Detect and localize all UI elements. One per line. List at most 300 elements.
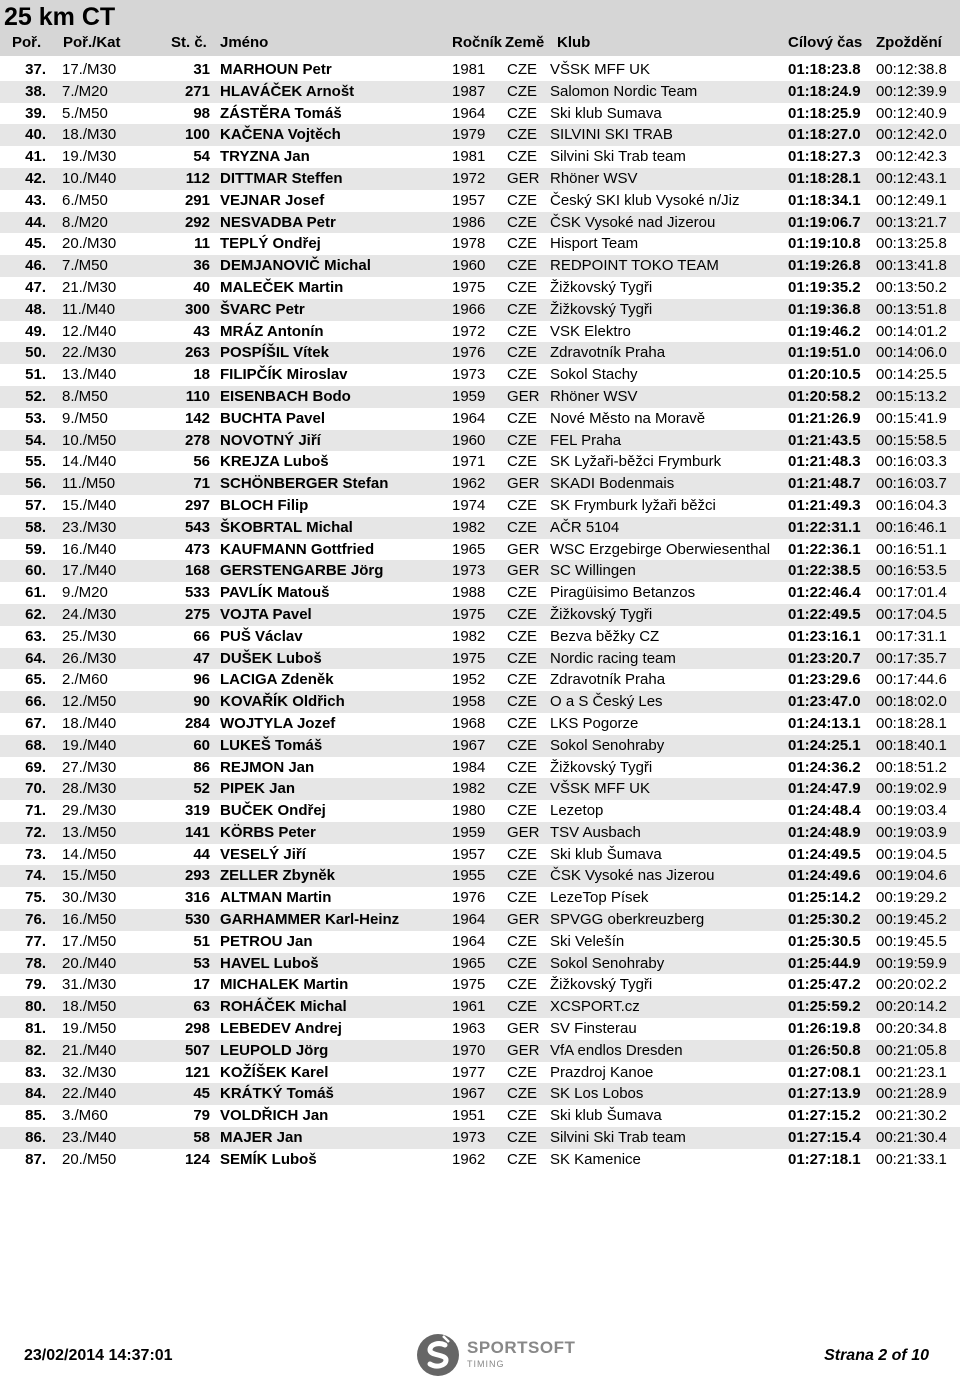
cell-finish-time: 01:25:30.2 xyxy=(788,911,861,929)
cell-year: 1957 xyxy=(452,191,486,209)
cell-bib: 271 xyxy=(184,82,210,100)
logo-subtext: TIMING xyxy=(467,1359,505,1369)
cell-club: Nové Město na Moravě xyxy=(550,409,706,427)
cell-bib: 60 xyxy=(193,736,210,754)
cell-finish-time: 01:27:15.2 xyxy=(788,1107,861,1125)
cell-bib: 36 xyxy=(193,257,210,275)
cell-rank: 66. xyxy=(25,693,46,711)
cell-gap: 00:12:49.1 xyxy=(876,191,947,209)
cell-finish-time: 01:21:48.3 xyxy=(788,453,861,471)
cell-club: Zdravotník Praha xyxy=(550,344,666,362)
cell-finish-time: 01:24:48.4 xyxy=(788,802,861,820)
cell-finish-time: 01:19:26.8 xyxy=(788,257,861,275)
cell-nation: CZE xyxy=(507,409,537,427)
cell-nation: CZE xyxy=(507,1085,537,1103)
cell-category-rank: 29./M30 xyxy=(62,802,117,820)
cell-finish-time: 01:23:29.6 xyxy=(788,671,861,689)
cell-nation: CZE xyxy=(507,322,537,340)
cell-category-rank: 32./M30 xyxy=(62,1063,117,1081)
table-row xyxy=(0,408,960,430)
cell-gap: 00:21:30.2 xyxy=(876,1107,947,1125)
cell-bib: 63 xyxy=(193,998,210,1016)
cell-bib: 316 xyxy=(184,889,210,907)
cell-category-rank: 27./M30 xyxy=(62,758,117,776)
cell-nation: CZE xyxy=(507,932,537,950)
cell-rank: 39. xyxy=(25,104,46,122)
cell-bib: 291 xyxy=(184,191,210,209)
cell-year: 1976 xyxy=(452,889,486,907)
cell-bib: 45 xyxy=(193,1085,210,1103)
cell-nation: CZE xyxy=(507,845,537,863)
cell-category-rank: 5./M50 xyxy=(62,104,108,122)
cell-name: VEJNAR Josef xyxy=(220,191,325,209)
cell-club: Prazdroj Kanoe xyxy=(550,1063,654,1081)
cell-nation: CZE xyxy=(507,344,537,362)
cell-club: ČSK Vysoké nad Jizerou xyxy=(550,213,716,231)
cell-category-rank: 14./M40 xyxy=(62,453,117,471)
header-rank: Poř. xyxy=(12,34,42,51)
cell-club: SK Kamenice xyxy=(550,1150,641,1168)
cell-name: PUŠ Václav xyxy=(220,627,303,645)
cell-rank: 60. xyxy=(25,562,46,580)
cell-club: Nordic racing team xyxy=(550,649,676,667)
cell-gap: 00:16:03.3 xyxy=(876,453,947,471)
cell-club: FEL Praha xyxy=(550,431,622,449)
cell-rank: 70. xyxy=(25,780,46,798)
cell-nation: CZE xyxy=(507,235,537,253)
cell-bib: 86 xyxy=(193,758,210,776)
cell-gap: 00:17:01.4 xyxy=(876,584,947,602)
cell-category-rank: 19./M30 xyxy=(62,148,117,166)
cell-rank: 74. xyxy=(25,867,46,885)
cell-rank: 64. xyxy=(25,649,46,667)
cell-year: 1958 xyxy=(452,693,486,711)
cell-category-rank: 8./M20 xyxy=(62,213,108,231)
cell-finish-time: 01:21:26.9 xyxy=(788,409,861,427)
table-row xyxy=(0,887,960,909)
cell-club: Český SKI klub Vysoké n/Jiz xyxy=(550,191,740,209)
cell-year: 1970 xyxy=(452,1041,486,1059)
cell-finish-time: 01:27:13.9 xyxy=(788,1085,861,1103)
cell-club: XCSPORT.cz xyxy=(550,998,640,1016)
cell-gap: 00:19:45.2 xyxy=(876,911,947,929)
cell-bib: 121 xyxy=(184,1063,210,1081)
cell-finish-time: 01:21:48.7 xyxy=(788,475,861,493)
cell-gap: 00:21:05.8 xyxy=(876,1041,947,1059)
cell-category-rank: 7./M50 xyxy=(62,257,108,275)
cell-name: BUCHTA Pavel xyxy=(220,409,326,427)
cell-finish-time: 01:24:36.2 xyxy=(788,758,861,776)
cell-nation: CZE xyxy=(507,584,537,602)
cell-finish-time: 01:22:38.5 xyxy=(788,562,861,580)
cell-nation: CZE xyxy=(507,605,537,623)
cell-rank: 77. xyxy=(25,932,46,950)
cell-rank: 84. xyxy=(25,1085,46,1103)
table-row xyxy=(0,582,960,604)
cell-finish-time: 01:25:44.9 xyxy=(788,954,861,972)
cell-rank: 81. xyxy=(25,1020,46,1038)
cell-rank: 42. xyxy=(25,169,46,187)
cell-gap: 00:18:28.1 xyxy=(876,714,947,732)
cell-name: HLAVÁČEK Arnošt xyxy=(220,82,355,100)
cell-category-rank: 23./M40 xyxy=(62,1129,117,1147)
table-row xyxy=(0,299,960,321)
cell-category-rank: 28./M30 xyxy=(62,780,117,798)
cell-rank: 65. xyxy=(25,671,46,689)
cell-nation: CZE xyxy=(507,104,537,122)
cell-bib: 58 xyxy=(193,1129,210,1147)
cell-year: 1982 xyxy=(452,518,486,536)
cell-category-rank: 19./M40 xyxy=(62,736,117,754)
cell-finish-time: 01:20:10.5 xyxy=(788,366,861,384)
cell-nation: CZE xyxy=(507,278,537,296)
cell-name: ZELLER Zbyněk xyxy=(220,867,336,885)
cell-finish-time: 01:21:43.5 xyxy=(788,431,861,449)
cell-rank: 44. xyxy=(25,213,46,231)
cell-name: HAVEL Luboš xyxy=(220,954,319,972)
sportsoft-logo xyxy=(415,1332,576,1378)
cell-category-rank: 18./M40 xyxy=(62,714,117,732)
cell-year: 1973 xyxy=(452,562,486,580)
cell-category-rank: 15./M40 xyxy=(62,496,117,514)
cell-name: ROHÁČEK Michal xyxy=(220,998,347,1016)
cell-finish-time: 01:21:49.3 xyxy=(788,496,861,514)
cell-finish-time: 01:25:30.5 xyxy=(788,932,861,950)
table-row xyxy=(0,342,960,364)
cell-club: Ski klub Šumava xyxy=(550,845,662,863)
cell-name: POSPÍŠIL Vítek xyxy=(220,344,329,362)
cell-gap: 00:16:46.1 xyxy=(876,518,947,536)
cell-bib: 43 xyxy=(193,322,210,340)
table-row xyxy=(0,713,960,735)
cell-club: Silvini Ski Trab team xyxy=(550,1129,686,1147)
cell-category-rank: 7./M20 xyxy=(62,82,108,100)
cell-nation: CZE xyxy=(507,1129,537,1147)
cell-category-rank: 17./M40 xyxy=(62,562,117,580)
cell-finish-time: 01:24:25.1 xyxy=(788,736,861,754)
cell-rank: 47. xyxy=(25,278,46,296)
cell-nation: CZE xyxy=(507,714,537,732)
cell-nation: CZE xyxy=(507,453,537,471)
cell-club: Žižkovský Tygři xyxy=(550,976,653,994)
cell-year: 1967 xyxy=(452,1085,486,1103)
cell-club: SILVINI SKI TRAB xyxy=(550,126,673,144)
cell-gap: 00:12:39.9 xyxy=(876,82,947,100)
cell-category-rank: 18./M30 xyxy=(62,126,117,144)
cell-nation: CZE xyxy=(507,191,537,209)
cell-nation: GER xyxy=(507,823,540,841)
cell-year: 1964 xyxy=(452,932,486,950)
cell-rank: 79. xyxy=(25,976,46,994)
cell-year: 1965 xyxy=(452,540,486,558)
cell-gap: 00:16:51.1 xyxy=(876,540,947,558)
cell-finish-time: 01:22:31.1 xyxy=(788,518,861,536)
cell-bib: 300 xyxy=(184,300,210,318)
cell-finish-time: 01:24:47.9 xyxy=(788,780,861,798)
cell-rank: 46. xyxy=(25,257,46,275)
title-bar xyxy=(0,0,960,56)
cell-name: BUČEK Ondřej xyxy=(220,802,326,820)
cell-rank: 40. xyxy=(25,126,46,144)
cell-finish-time: 01:23:16.1 xyxy=(788,627,861,645)
cell-nation: CZE xyxy=(507,758,537,776)
page-number: Strana 2 of 10 xyxy=(824,1347,929,1364)
cell-club: VŠSK MFF UK xyxy=(550,780,651,798)
cell-gap: 00:19:29.2 xyxy=(876,889,947,907)
cell-gap: 00:14:06.0 xyxy=(876,344,947,362)
cell-rank: 57. xyxy=(25,496,46,514)
cell-nation: CZE xyxy=(507,496,537,514)
cell-bib: 56 xyxy=(193,453,210,471)
cell-club: Bezva běžky CZ xyxy=(550,627,660,645)
cell-rank: 75. xyxy=(25,889,46,907)
cell-gap: 00:17:35.7 xyxy=(876,649,947,667)
cell-finish-time: 01:23:47.0 xyxy=(788,693,861,711)
cell-club: Lezetop xyxy=(550,802,604,820)
cell-year: 1962 xyxy=(452,475,486,493)
table-row xyxy=(0,931,960,953)
cell-nation: GER xyxy=(507,1020,540,1038)
cell-rank: 85. xyxy=(25,1107,46,1125)
cell-gap: 00:19:04.6 xyxy=(876,867,947,885)
table-row xyxy=(0,1127,960,1149)
cell-gap: 00:19:59.9 xyxy=(876,954,947,972)
cell-category-rank: 12./M50 xyxy=(62,693,117,711)
cell-club: Žižkovský Tygři xyxy=(550,278,653,296)
cell-bib: 53 xyxy=(193,954,210,972)
cell-club: REDPOINT TOKO TEAM xyxy=(550,257,719,275)
cell-nation: CZE xyxy=(507,431,537,449)
table-row xyxy=(0,974,960,996)
cell-name: SCHÖNBERGER Stefan xyxy=(220,475,389,493)
table-row xyxy=(0,386,960,408)
cell-gap: 00:12:43.1 xyxy=(876,169,947,187)
cell-bib: 533 xyxy=(184,584,210,602)
cell-finish-time: 01:22:49.5 xyxy=(788,605,861,623)
cell-year: 1973 xyxy=(452,366,486,384)
cell-club: Salomon Nordic Team xyxy=(550,82,698,100)
table-row xyxy=(0,430,960,452)
cell-category-rank: 25./M30 xyxy=(62,627,117,645)
cell-nation: CZE xyxy=(507,627,537,645)
cell-finish-time: 01:25:47.2 xyxy=(788,976,861,994)
cell-bib: 142 xyxy=(184,409,210,427)
cell-name: MICHALEK Martin xyxy=(220,976,349,994)
cell-nation: CZE xyxy=(507,889,537,907)
cell-finish-time: 01:27:18.1 xyxy=(788,1150,861,1168)
cell-bib: 168 xyxy=(184,562,210,580)
cell-year: 1959 xyxy=(452,387,486,405)
cell-name: TRYZNA Jan xyxy=(220,148,310,166)
cell-finish-time: 01:19:06.7 xyxy=(788,213,861,231)
cell-name: NOVOTNÝ Jiří xyxy=(220,431,321,449)
cell-finish-time: 01:19:51.0 xyxy=(788,344,861,362)
cell-bib: 278 xyxy=(184,431,210,449)
header-finish-time: Cílový čas xyxy=(788,34,863,51)
cell-year: 1988 xyxy=(452,584,486,602)
cell-year: 1974 xyxy=(452,496,486,514)
cell-name: MAJER Jan xyxy=(220,1129,303,1147)
table-row xyxy=(0,1105,960,1127)
table-row xyxy=(0,909,960,931)
cell-rank: 52. xyxy=(25,387,46,405)
cell-year: 1957 xyxy=(452,845,486,863)
cell-name: DITTMAR Steffen xyxy=(220,169,343,187)
cell-bib: 40 xyxy=(193,278,210,296)
cell-category-rank: 6./M50 xyxy=(62,191,108,209)
cell-year: 1967 xyxy=(452,736,486,754)
table-row xyxy=(0,146,960,168)
cell-nation: CZE xyxy=(507,213,537,231)
header-category-rank: Poř./Kat xyxy=(63,34,121,51)
cell-category-rank: 11./M50 xyxy=(62,475,116,493)
cell-category-rank: 15./M50 xyxy=(62,867,117,885)
cell-nation: CZE xyxy=(507,126,537,144)
cell-rank: 48. xyxy=(25,300,46,318)
table-row xyxy=(0,539,960,561)
cell-year: 1981 xyxy=(452,148,486,166)
cell-category-rank: 31./M30 xyxy=(62,976,117,994)
cell-year: 1960 xyxy=(452,431,486,449)
cell-name: LACIGA Zdeněk xyxy=(220,671,334,689)
cell-nation: CZE xyxy=(507,148,537,166)
cell-bib: 319 xyxy=(184,802,210,820)
cell-club: SK Los Lobos xyxy=(550,1085,644,1103)
cell-rank: 58. xyxy=(25,518,46,536)
cell-year: 1959 xyxy=(452,823,486,841)
cell-year: 1960 xyxy=(452,257,486,275)
cell-gap: 00:18:40.1 xyxy=(876,736,947,754)
cell-club: VSK Elektro xyxy=(550,322,631,340)
cell-category-rank: 21./M40 xyxy=(62,1041,117,1059)
cell-name: PAVLÍK Matouš xyxy=(220,584,330,602)
cell-bib: 275 xyxy=(184,605,210,623)
cell-year: 1963 xyxy=(452,1020,486,1038)
cell-gap: 00:16:04.3 xyxy=(876,496,947,514)
cell-name: KAČENA Vojtěch xyxy=(220,126,341,144)
cell-year: 1952 xyxy=(452,671,486,689)
cell-category-rank: 16./M40 xyxy=(62,540,117,558)
cell-nation: CZE xyxy=(507,1150,537,1168)
cell-category-rank: 19./M50 xyxy=(62,1020,117,1038)
cell-rank: 80. xyxy=(25,998,46,1016)
table-row xyxy=(0,560,960,582)
cell-gap: 00:13:41.8 xyxy=(876,257,947,275)
cell-rank: 59. xyxy=(25,540,46,558)
cell-finish-time: 01:24:48.9 xyxy=(788,823,861,841)
header-bib: St. č. xyxy=(171,34,207,51)
cell-finish-time: 01:25:14.2 xyxy=(788,889,861,907)
cell-year: 1961 xyxy=(452,998,486,1016)
header-club: Klub xyxy=(557,34,591,51)
cell-nation: CZE xyxy=(507,998,537,1016)
cell-nation: CZE xyxy=(507,366,537,384)
cell-bib: 124 xyxy=(184,1150,210,1168)
cell-club: Piragüisimo Betanzos xyxy=(550,584,696,602)
cell-name: BLOCH Filip xyxy=(220,496,309,514)
cell-category-rank: 22./M40 xyxy=(62,1085,117,1103)
cell-gap: 00:21:33.1 xyxy=(876,1150,947,1168)
cell-name: VOJTA Pavel xyxy=(220,605,312,623)
cell-nation: GER xyxy=(507,475,540,493)
cell-gap: 00:19:45.5 xyxy=(876,932,947,950)
cell-club: Sokol Stachy xyxy=(550,366,638,384)
cell-year: 1971 xyxy=(452,453,486,471)
cell-nation: CZE xyxy=(507,867,537,885)
table-row xyxy=(0,103,960,125)
cell-category-rank: 21./M30 xyxy=(62,278,117,296)
cell-finish-time: 01:26:19.8 xyxy=(788,1020,861,1038)
cell-club: Zdravotník Praha xyxy=(550,671,666,689)
cell-finish-time: 01:24:13.1 xyxy=(788,714,861,732)
cell-year: 1977 xyxy=(452,1063,486,1081)
cell-nation: CZE xyxy=(507,257,537,275)
cell-gap: 00:13:50.2 xyxy=(876,278,947,296)
cell-name: ZÁSTĚRA Tomáš xyxy=(220,104,342,122)
cell-finish-time: 01:24:49.5 xyxy=(788,845,861,863)
cell-nation: GER xyxy=(507,387,540,405)
table-row xyxy=(0,844,960,866)
table-row xyxy=(0,81,960,103)
cell-club: Sokol Senohraby xyxy=(550,736,665,754)
cell-name: DUŠEK Luboš xyxy=(220,649,322,667)
cell-year: 1982 xyxy=(452,780,486,798)
cell-club: SK Frymburk lyžaři běžci xyxy=(550,496,716,514)
cell-gap: 00:17:44.6 xyxy=(876,671,947,689)
cell-name: KOVAŘÍK Oldřich xyxy=(220,693,345,711)
cell-year: 1976 xyxy=(452,344,486,362)
cell-name: ŠVARC Petr xyxy=(220,300,305,318)
cell-name: VOLDŘICH Jan xyxy=(220,1107,329,1125)
cell-bib: 263 xyxy=(184,344,210,362)
cell-finish-time: 01:19:36.8 xyxy=(788,300,861,318)
cell-bib: 17 xyxy=(193,976,210,994)
cell-rank: 61. xyxy=(25,584,46,602)
cell-category-rank: 17./M30 xyxy=(62,61,117,78)
table-row xyxy=(0,822,960,844)
cell-bib: 543 xyxy=(184,518,210,536)
cell-name: MARHOUN Petr xyxy=(220,61,332,78)
cell-category-rank: 26./M30 xyxy=(62,649,117,667)
cell-year: 1966 xyxy=(452,300,486,318)
cell-rank: 86. xyxy=(25,1129,46,1147)
cell-name: KRÁTKÝ Tomáš xyxy=(220,1085,334,1103)
table-row xyxy=(0,321,960,343)
cell-bib: 293 xyxy=(184,867,210,885)
cell-bib: 79 xyxy=(193,1107,210,1125)
cell-gap: 00:19:02.9 xyxy=(876,780,947,798)
cell-category-rank: 11./M40 xyxy=(62,300,116,318)
cell-year: 1965 xyxy=(452,954,486,972)
cell-nation: CZE xyxy=(507,736,537,754)
cell-finish-time: 01:22:46.4 xyxy=(788,584,861,602)
cell-nation: CZE xyxy=(507,82,537,100)
cell-gap: 00:21:28.9 xyxy=(876,1085,947,1103)
cell-bib: 530 xyxy=(184,911,210,929)
cell-gap: 00:14:01.2 xyxy=(876,322,947,340)
cell-finish-time: 01:18:23.8 xyxy=(788,61,861,78)
table-row xyxy=(0,1018,960,1040)
cell-gap: 00:13:51.8 xyxy=(876,300,947,318)
table-row xyxy=(0,1040,960,1062)
cell-club: Sokol Senohraby xyxy=(550,954,665,972)
cell-gap: 00:17:31.1 xyxy=(876,627,947,645)
header-nation: Země xyxy=(505,34,545,51)
cell-bib: 71 xyxy=(193,475,210,493)
cell-bib: 11 xyxy=(194,235,210,253)
table-row xyxy=(0,996,960,1018)
cell-club: Žižkovský Tygři xyxy=(550,300,653,318)
